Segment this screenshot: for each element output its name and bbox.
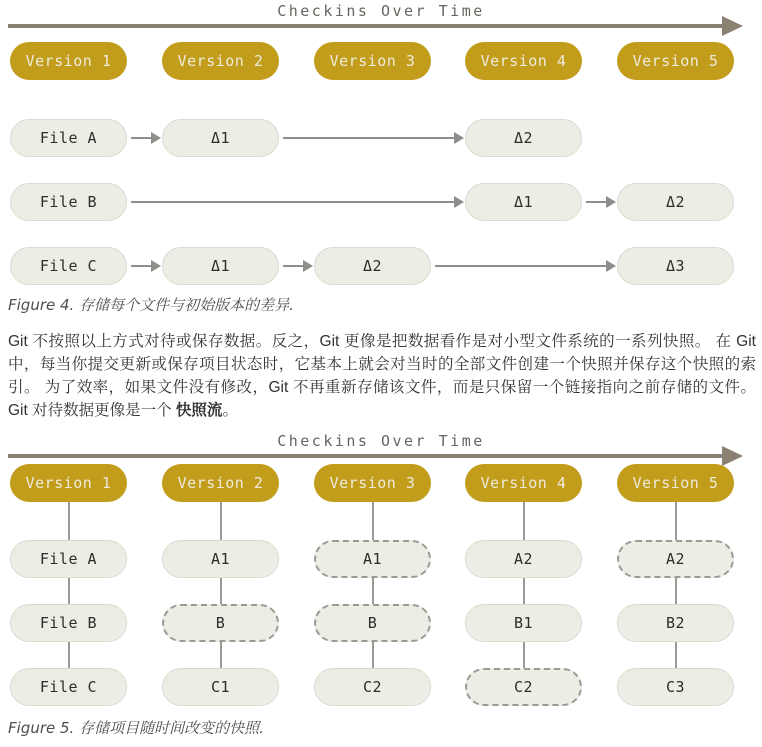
- connector-line: [68, 578, 70, 604]
- arrow-right-icon: [131, 201, 454, 203]
- arrow-right-icon: [586, 201, 606, 203]
- snapshot-pill-unchanged: B: [314, 604, 431, 642]
- figure4-diagram: [0, 0, 762, 314]
- connector-line: [220, 642, 222, 668]
- snapshot-pill: File B: [10, 604, 127, 642]
- fig5-column-version-3: [314, 464, 431, 706]
- fig4-row-file-a: [0, 119, 762, 157]
- snapshot-pill: File C: [10, 668, 127, 706]
- snapshot-pill-unchanged: C2: [465, 668, 582, 706]
- figure4-caption: Figure 4. 存储每个文件与初始版本的差异.: [8, 296, 294, 314]
- snapshot-pill: C1: [162, 668, 279, 706]
- fig4-version-row: [0, 42, 762, 80]
- delta-pill: Δ2: [465, 119, 582, 157]
- arrow-right-icon: [283, 265, 303, 267]
- file-pill: File C: [10, 247, 127, 285]
- arrow-right-icon: [131, 137, 151, 139]
- fig4-row-file-c: [0, 247, 762, 285]
- version-pill: Version 3: [314, 464, 431, 502]
- connector-line: [523, 502, 525, 540]
- version-pill: Version 2: [162, 464, 279, 502]
- delta-pill: Δ2: [314, 247, 431, 285]
- connector-line: [372, 502, 374, 540]
- snapshot-pill: A2: [465, 540, 582, 578]
- version-pill: Version 3: [314, 42, 431, 80]
- paragraph-bold-term: 快照流: [175, 402, 223, 419]
- timeline-arrow-icon: [8, 24, 722, 28]
- snapshot-pill: B2: [617, 604, 734, 642]
- figure5-caption: Figure 5. 存储项目随时间改变的快照.: [8, 719, 264, 737]
- snapshot-pill: B1: [465, 604, 582, 642]
- fig5-column-version-2: [162, 464, 279, 706]
- version-pill: Version 1: [10, 464, 127, 502]
- version-pill: Version 5: [617, 42, 734, 80]
- snapshot-pill: File A: [10, 540, 127, 578]
- version-pill: Version 4: [465, 464, 582, 502]
- snapshot-pill-unchanged: B: [162, 604, 279, 642]
- connector-line: [372, 578, 374, 604]
- timeline-title: Checkins Over Time: [277, 2, 485, 20]
- fig4-row-file-b: [0, 183, 762, 221]
- file-pill: File B: [10, 183, 127, 221]
- arrow-right-icon: [435, 265, 606, 267]
- fig5-column-version-1: [10, 464, 127, 706]
- connector-line: [523, 578, 525, 604]
- arrow-right-icon: [283, 137, 454, 139]
- fig5-grid: [0, 464, 762, 706]
- body-paragraph: [8, 330, 756, 422]
- file-pill: File A: [10, 119, 127, 157]
- connector-line: [220, 502, 222, 540]
- connector-line: [372, 642, 374, 668]
- connector-line: [68, 642, 70, 668]
- version-pill: Version 2: [162, 42, 279, 80]
- delta-pill: Δ1: [162, 247, 279, 285]
- fig4-timeline: [0, 0, 762, 30]
- delta-pill: Δ1: [162, 119, 279, 157]
- connector-line: [675, 642, 677, 668]
- paragraph-text: Git 不按照以上方式对待或保存数据。反之，Git 更像是把数据看作是对小型文件系统的一系列快照。 在 Git 中，每当你提交更新或保存项目状态时，它基本上就会对当时的全部文件创建一个快照并保存这个快照的索引。 为了效率，如果文件没有修改，Git 不再重新存储该文件，而是只保留一个链接指向之前存储的文件。 Git 对待数据更像是一个: [8, 333, 756, 419]
- connector-line: [68, 502, 70, 540]
- snapshot-pill-unchanged: A1: [314, 540, 431, 578]
- delta-pill: Δ2: [617, 183, 734, 221]
- arrow-right-icon: [131, 265, 151, 267]
- paragraph-text: 。: [222, 402, 238, 419]
- connector-line: [220, 578, 222, 604]
- fig5-column-version-5: [617, 464, 734, 706]
- version-pill: Version 5: [617, 464, 734, 502]
- delta-pill: Δ3: [617, 247, 734, 285]
- snapshot-pill: C2: [314, 668, 431, 706]
- snapshot-pill: A1: [162, 540, 279, 578]
- figure5-diagram: [0, 430, 762, 737]
- timeline-title: Checkins Over Time: [277, 432, 485, 450]
- version-pill: Version 1: [10, 42, 127, 80]
- connector-line: [675, 502, 677, 540]
- version-pill: Version 4: [465, 42, 582, 80]
- fig5-timeline: [0, 430, 762, 460]
- snapshot-pill-unchanged: A2: [617, 540, 734, 578]
- connector-line: [523, 642, 525, 668]
- connector-line: [675, 578, 677, 604]
- fig5-column-version-4: [465, 464, 582, 706]
- delta-pill: Δ1: [465, 183, 582, 221]
- timeline-arrow-icon: [8, 454, 722, 458]
- snapshot-pill: C3: [617, 668, 734, 706]
